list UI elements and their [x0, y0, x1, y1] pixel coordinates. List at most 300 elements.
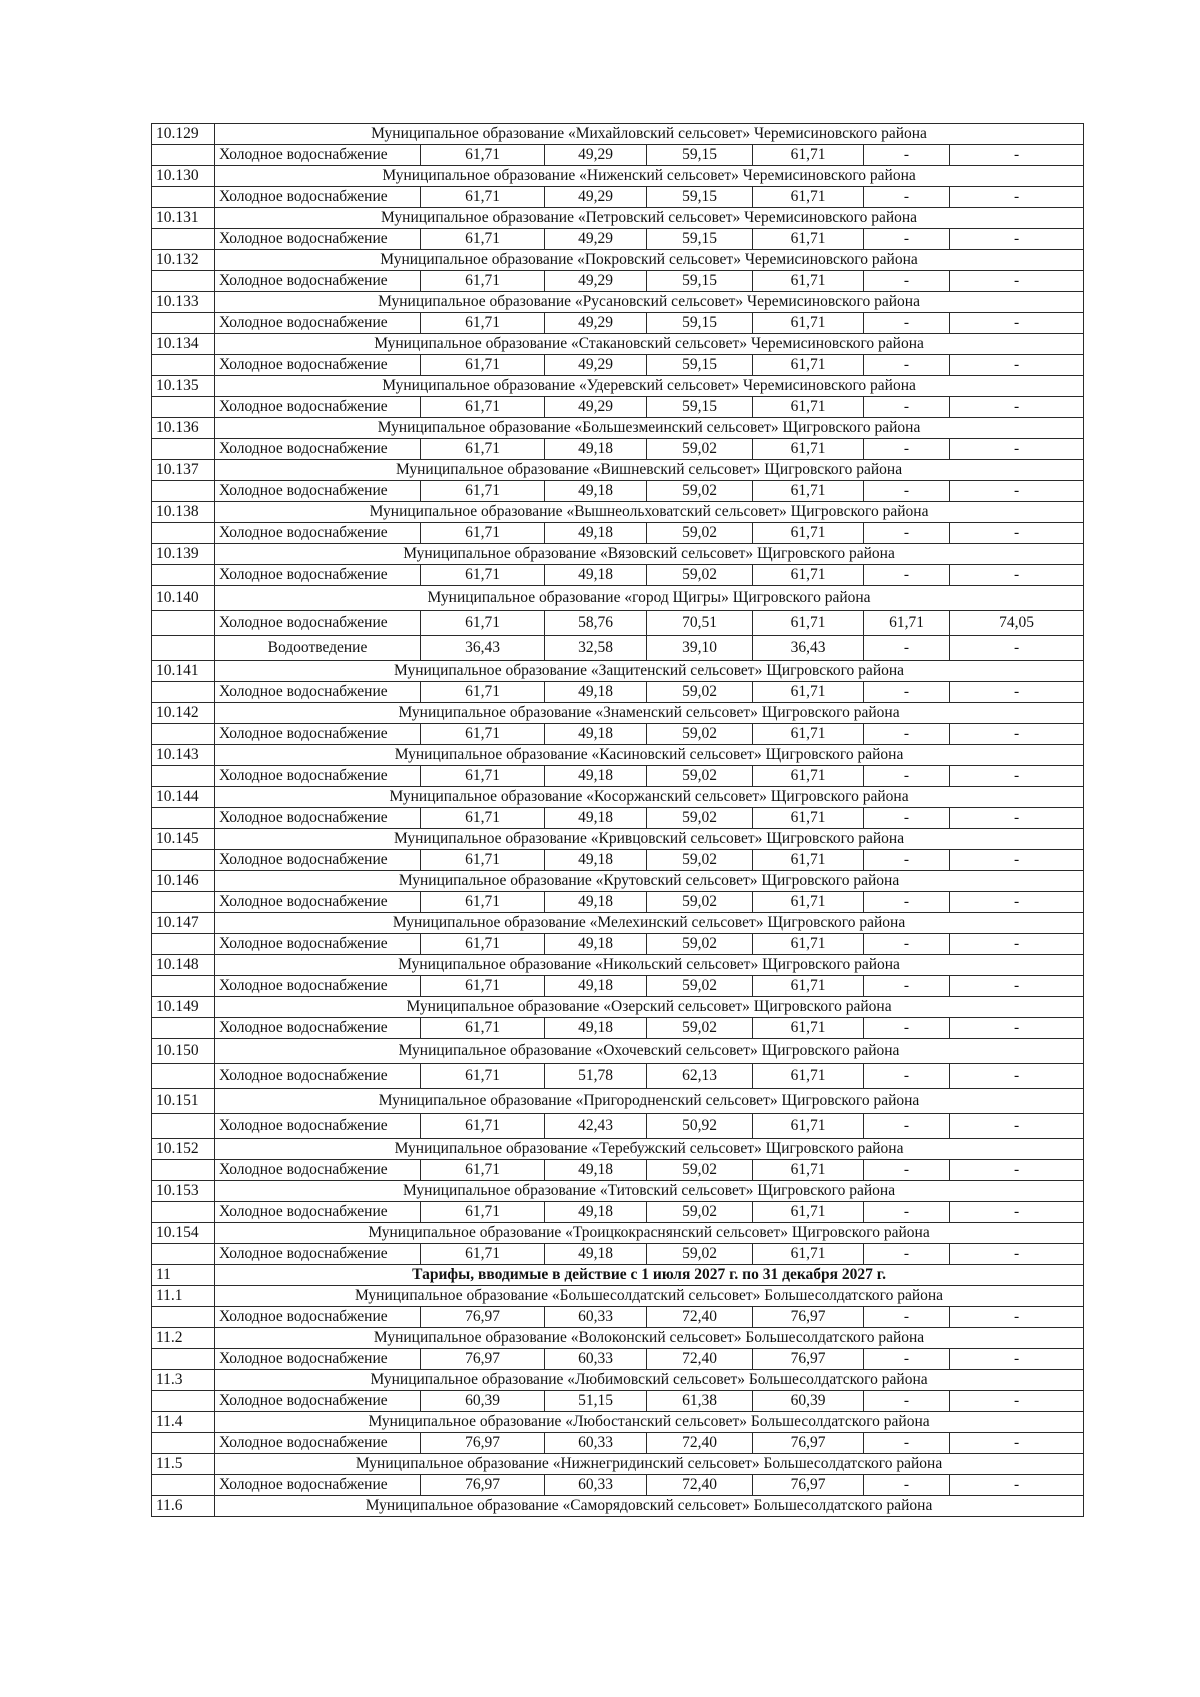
tariff-value: -	[950, 1433, 1084, 1454]
tariff-value: 72,40	[647, 1475, 753, 1496]
row-code: 10.133	[152, 292, 215, 313]
tariff-value: -	[950, 523, 1084, 544]
tariff-value: 61,71	[421, 523, 545, 544]
row-code: 10.149	[152, 997, 215, 1018]
tariff-value: -	[864, 1433, 950, 1454]
tariff-value: -	[950, 1391, 1084, 1412]
service-type: Холодное водоснабжение	[215, 1391, 421, 1412]
municipality-row	[152, 955, 1084, 976]
row-code: 10.146	[152, 871, 215, 892]
tariff-value: 59,02	[647, 724, 753, 745]
empty-code-cell	[152, 481, 215, 502]
municipality-row	[152, 502, 1084, 523]
municipality-name: Муниципальное образование «Любостанский сельсовет» Большесолдатского района	[215, 1412, 1084, 1433]
service-row	[152, 611, 1084, 636]
empty-code-cell	[152, 1307, 215, 1328]
tariff-value: -	[864, 1244, 950, 1265]
municipality-row	[152, 124, 1084, 145]
municipality-name: Муниципальное образование «Крутовский сельсовет» Щигровского района	[215, 871, 1084, 892]
tariff-value: -	[864, 229, 950, 250]
service-type: Холодное водоснабжение	[215, 682, 421, 703]
tariff-value: -	[950, 1307, 1084, 1328]
empty-code-cell	[152, 145, 215, 166]
municipality-name: Муниципальное образование «Троицкокраснянский сельсовет» Щигровского района	[215, 1223, 1084, 1244]
service-row	[152, 1202, 1084, 1223]
tariff-value: -	[950, 1244, 1084, 1265]
empty-code-cell	[152, 1160, 215, 1181]
tariff-value: 62,13	[647, 1064, 753, 1089]
row-code: 10.130	[152, 166, 215, 187]
tariff-value: 61,71	[753, 229, 864, 250]
row-code: 10.135	[152, 376, 215, 397]
row-code: 10.150	[152, 1039, 215, 1064]
tariff-value: 61,71	[421, 1244, 545, 1265]
municipality-name: Муниципальное образование «Вышнеольховатский сельсовет» Щигровского района	[215, 502, 1084, 523]
row-code: 10.139	[152, 544, 215, 565]
municipality-name: Муниципальное образование «Большесолдатский сельсовет» Большесолдатского района	[215, 1286, 1084, 1307]
tariff-value: -	[950, 1202, 1084, 1223]
tariff-value: -	[950, 724, 1084, 745]
empty-code-cell	[152, 1391, 215, 1412]
service-type: Холодное водоснабжение	[215, 187, 421, 208]
tariff-value: -	[864, 724, 950, 745]
tariff-value: 59,02	[647, 1202, 753, 1223]
service-type: Водоотведение	[215, 636, 421, 661]
tariff-value: 61,71	[421, 355, 545, 376]
tariff-value: -	[950, 187, 1084, 208]
tariff-value: -	[864, 1391, 950, 1412]
service-type: Холодное водоснабжение	[215, 976, 421, 997]
tariff-value: -	[864, 187, 950, 208]
tariff-value: 61,71	[421, 724, 545, 745]
tariff-value: -	[864, 976, 950, 997]
empty-code-cell	[152, 1475, 215, 1496]
service-row	[152, 355, 1084, 376]
tariff-value: 76,97	[753, 1307, 864, 1328]
row-code: 11.6	[152, 1496, 215, 1517]
tariff-value: 61,71	[421, 145, 545, 166]
tariff-value: 61,71	[753, 1018, 864, 1039]
row-code: 10.129	[152, 124, 215, 145]
service-row	[152, 808, 1084, 829]
tariff-value: 49,29	[545, 397, 647, 418]
tariff-value: -	[864, 313, 950, 334]
row-code: 11.2	[152, 1328, 215, 1349]
service-row	[152, 481, 1084, 502]
tariff-value: 72,40	[647, 1349, 753, 1370]
empty-code-cell	[152, 565, 215, 586]
service-row	[152, 892, 1084, 913]
tariff-value: 61,71	[421, 1202, 545, 1223]
tariff-value: -	[864, 481, 950, 502]
tariff-value: 61,71	[753, 850, 864, 871]
municipality-name: Муниципальное образование «Вишневский сельсовет» Щигровского района	[215, 460, 1084, 481]
tariff-value: -	[864, 271, 950, 292]
tariff-value: 59,15	[647, 271, 753, 292]
tariff-value: -	[950, 355, 1084, 376]
tariff-value: 61,71	[421, 313, 545, 334]
municipality-name: Муниципальное образование «Ниженский сельсовет» Черемисиновского района	[215, 166, 1084, 187]
tariff-value: -	[864, 523, 950, 544]
tariff-value: 61,71	[421, 766, 545, 787]
service-type: Холодное водоснабжение	[215, 611, 421, 636]
empty-code-cell	[152, 1018, 215, 1039]
tariff-value: 61,71	[421, 1018, 545, 1039]
municipality-row	[152, 292, 1084, 313]
tariff-value: -	[950, 636, 1084, 661]
service-row	[152, 1307, 1084, 1328]
tariff-value: 59,15	[647, 397, 753, 418]
tariff-value: -	[864, 766, 950, 787]
empty-code-cell	[152, 611, 215, 636]
tariff-value: 61,71	[421, 565, 545, 586]
tariff-value: 61,71	[421, 481, 545, 502]
row-code: 10.140	[152, 586, 215, 611]
service-type: Холодное водоснабжение	[215, 934, 421, 955]
empty-code-cell	[152, 976, 215, 997]
tariff-value: 61,71	[753, 271, 864, 292]
service-row	[152, 439, 1084, 460]
service-type: Холодное водоснабжение	[215, 439, 421, 460]
municipality-name: Муниципальное образование «Теребужский сельсовет» Щигровского района	[215, 1139, 1084, 1160]
service-row	[152, 766, 1084, 787]
tariff-value: 70,51	[647, 611, 753, 636]
tariff-value: 76,97	[421, 1349, 545, 1370]
tariff-value: -	[864, 1114, 950, 1139]
tariff-value: 49,29	[545, 313, 647, 334]
service-row	[152, 682, 1084, 703]
tariff-value: 49,29	[545, 229, 647, 250]
service-row	[152, 271, 1084, 292]
tariff-value: 60,39	[753, 1391, 864, 1412]
empty-code-cell	[152, 1433, 215, 1454]
tariff-value: 74,05	[950, 611, 1084, 636]
service-row	[152, 1433, 1084, 1454]
tariff-value: -	[950, 892, 1084, 913]
tariff-value: -	[864, 892, 950, 913]
tariff-value: 59,02	[647, 481, 753, 502]
tariff-value: 59,15	[647, 145, 753, 166]
tariff-value: 49,29	[545, 271, 647, 292]
service-type: Холодное водоснабжение	[215, 313, 421, 334]
empty-code-cell	[152, 313, 215, 334]
tariff-value: 61,71	[753, 766, 864, 787]
tariff-value: -	[950, 271, 1084, 292]
service-row	[152, 313, 1084, 334]
tariff-value: -	[950, 1018, 1084, 1039]
tariff-value: 72,40	[647, 1433, 753, 1454]
tariff-value: 61,71	[421, 1064, 545, 1089]
service-type: Холодное водоснабжение	[215, 766, 421, 787]
municipality-name: Муниципальное образование «Охочевский сельсовет» Щигровского района	[215, 1039, 1084, 1064]
tariff-value: 61,71	[753, 1064, 864, 1089]
tariff-value: 61,71	[421, 397, 545, 418]
service-row	[152, 934, 1084, 955]
service-row	[152, 1160, 1084, 1181]
municipality-row	[152, 250, 1084, 271]
tariff-value: 61,71	[753, 808, 864, 829]
row-code: 10.131	[152, 208, 215, 229]
service-row	[152, 1244, 1084, 1265]
service-row	[152, 229, 1084, 250]
municipality-name: Муниципальное образование «Нижнегридинский сельсовет» Большесолдатского района	[215, 1454, 1084, 1475]
tariff-value: 61,71	[421, 934, 545, 955]
tariff-value: 49,18	[545, 1018, 647, 1039]
municipality-row	[152, 871, 1084, 892]
service-row	[152, 1475, 1084, 1496]
tariff-value: -	[864, 565, 950, 586]
tariff-value: -	[950, 976, 1084, 997]
service-type: Холодное водоснабжение	[215, 229, 421, 250]
tariff-value: 61,71	[753, 355, 864, 376]
row-code: 10.145	[152, 829, 215, 850]
municipality-row	[152, 829, 1084, 850]
empty-code-cell	[152, 1114, 215, 1139]
empty-code-cell	[152, 724, 215, 745]
tariff-value: 59,02	[647, 439, 753, 460]
tariff-value: 61,71	[753, 934, 864, 955]
tariff-value: 49,29	[545, 355, 647, 376]
municipality-row	[152, 1496, 1084, 1517]
row-code: 10.143	[152, 745, 215, 766]
municipality-name: Муниципальное образование «Саморядовский сельсовет» Большесолдатского района	[215, 1496, 1084, 1517]
empty-code-cell	[152, 808, 215, 829]
row-code: 10.137	[152, 460, 215, 481]
municipality-name: Муниципальное образование «Пригородненский сельсовет» Щигровского района	[215, 1089, 1084, 1114]
service-type: Холодное водоснабжение	[215, 1349, 421, 1370]
municipality-name: Муниципальное образование «Большезмеинский сельсовет» Щигровского района	[215, 418, 1084, 439]
service-type: Холодное водоснабжение	[215, 565, 421, 586]
empty-code-cell	[152, 1349, 215, 1370]
tariff-value: 60,33	[545, 1307, 647, 1328]
municipality-row	[152, 787, 1084, 808]
municipality-row	[152, 997, 1084, 1018]
row-code: 10.138	[152, 502, 215, 523]
tariff-value: 59,15	[647, 313, 753, 334]
tariff-value: -	[950, 439, 1084, 460]
tariff-value: 61,71	[753, 439, 864, 460]
tariff-value: -	[864, 808, 950, 829]
tariff-value: 49,18	[545, 565, 647, 586]
municipality-row	[152, 1370, 1084, 1391]
row-code: 11	[152, 1265, 215, 1286]
tariff-value: 61,71	[421, 229, 545, 250]
service-row	[152, 565, 1084, 586]
tariff-value: 61,71	[753, 1160, 864, 1181]
row-code: 11.1	[152, 1286, 215, 1307]
municipality-row	[152, 661, 1084, 682]
row-code: 10.141	[152, 661, 215, 682]
row-code: 10.132	[152, 250, 215, 271]
municipality-name: Муниципальное образование «Косоржанский сельсовет» Щигровского района	[215, 787, 1084, 808]
tariff-value: 49,18	[545, 892, 647, 913]
empty-code-cell	[152, 636, 215, 661]
tariff-value: 42,43	[545, 1114, 647, 1139]
tariff-value: 61,71	[421, 892, 545, 913]
municipality-row	[152, 1286, 1084, 1307]
tariff-value: 49,29	[545, 145, 647, 166]
row-code: 10.142	[152, 703, 215, 724]
municipality-row	[152, 208, 1084, 229]
tariff-value: 36,43	[753, 636, 864, 661]
empty-code-cell	[152, 523, 215, 544]
tariff-value: -	[950, 1160, 1084, 1181]
tariff-value: 76,97	[753, 1349, 864, 1370]
tariff-value: 61,71	[753, 724, 864, 745]
tariff-value: -	[950, 565, 1084, 586]
tariff-value: 59,02	[647, 682, 753, 703]
tariff-value: 61,71	[421, 808, 545, 829]
empty-code-cell	[152, 850, 215, 871]
row-code: 10.144	[152, 787, 215, 808]
municipality-row	[152, 913, 1084, 934]
tariff-value: 49,18	[545, 523, 647, 544]
empty-code-cell	[152, 229, 215, 250]
row-code: 10.154	[152, 1223, 215, 1244]
tariff-value: 61,71	[421, 271, 545, 292]
municipality-row	[152, 1223, 1084, 1244]
municipality-row	[152, 544, 1084, 565]
tariff-value: -	[864, 439, 950, 460]
tariff-value: -	[864, 682, 950, 703]
tariff-value: 49,18	[545, 1244, 647, 1265]
tariff-value: 59,15	[647, 187, 753, 208]
municipality-row	[152, 1089, 1084, 1114]
tariff-value: 51,15	[545, 1391, 647, 1412]
service-type: Холодное водоснабжение	[215, 724, 421, 745]
tariff-value: 61,71	[753, 976, 864, 997]
municipality-row	[152, 460, 1084, 481]
empty-code-cell	[152, 766, 215, 787]
tariff-value: 59,02	[647, 565, 753, 586]
tariff-value: 61,71	[753, 611, 864, 636]
municipality-name: Муниципальное образование «Титовский сельсовет» Щигровского района	[215, 1181, 1084, 1202]
municipality-row	[152, 1039, 1084, 1064]
tariff-value: -	[864, 397, 950, 418]
tariff-value: 36,43	[421, 636, 545, 661]
municipality-name: Муниципальное образование «Мелехинский сельсовет» Щигровского района	[215, 913, 1084, 934]
municipality-name: Муниципальное образование «Знаменский сельсовет» Щигровского района	[215, 703, 1084, 724]
municipality-name: Муниципальное образование «Озерский сельсовет» Щигровского района	[215, 997, 1084, 1018]
service-type: Холодное водоснабжение	[215, 892, 421, 913]
municipality-row	[152, 586, 1084, 611]
service-type: Холодное водоснабжение	[215, 355, 421, 376]
tariff-value: 49,29	[545, 187, 647, 208]
tariff-value: 59,02	[647, 766, 753, 787]
tariff-value: 61,71	[421, 611, 545, 636]
tariff-value: -	[864, 1307, 950, 1328]
tariff-value: 39,10	[647, 636, 753, 661]
tariff-value: 61,71	[421, 187, 545, 208]
tariff-value: 61,71	[753, 145, 864, 166]
empty-code-cell	[152, 892, 215, 913]
tariff-value: 61,71	[753, 565, 864, 586]
tariff-value: -	[950, 934, 1084, 955]
tariff-value: 51,78	[545, 1064, 647, 1089]
empty-code-cell	[152, 1202, 215, 1223]
tariff-value: 61,71	[421, 976, 545, 997]
tariff-value: 49,18	[545, 808, 647, 829]
service-row	[152, 1391, 1084, 1412]
tariff-value: 49,18	[545, 724, 647, 745]
municipality-name: Муниципальное образование «Стакановский сельсовет» Черемисиновского района	[215, 334, 1084, 355]
empty-code-cell	[152, 934, 215, 955]
service-type: Холодное водоснабжение	[215, 1160, 421, 1181]
tariff-value: 59,02	[647, 892, 753, 913]
tariff-value: -	[864, 355, 950, 376]
municipality-name: Муниципальное образование «Волоконский сельсовет» Большесолдатского района	[215, 1328, 1084, 1349]
municipality-row	[152, 166, 1084, 187]
tariff-value: -	[864, 1160, 950, 1181]
tariff-value: -	[950, 481, 1084, 502]
tariff-value: 59,02	[647, 934, 753, 955]
tariff-value: -	[950, 1349, 1084, 1370]
row-code: 10.152	[152, 1139, 215, 1160]
tariff-value: 60,33	[545, 1475, 647, 1496]
empty-code-cell	[152, 271, 215, 292]
tariff-value: 59,15	[647, 229, 753, 250]
municipality-row	[152, 745, 1084, 766]
municipality-name: Муниципальное образование «Удеревский сельсовет» Черемисиновского района	[215, 376, 1084, 397]
service-type: Холодное водоснабжение	[215, 145, 421, 166]
tariff-value: 76,97	[753, 1433, 864, 1454]
tariff-value: -	[950, 229, 1084, 250]
tariff-value: 60,39	[421, 1391, 545, 1412]
tariff-value: -	[864, 636, 950, 661]
service-row	[152, 145, 1084, 166]
row-code: 10.147	[152, 913, 215, 934]
row-code: 10.151	[152, 1089, 215, 1114]
municipality-row	[152, 376, 1084, 397]
municipality-name: Муниципальное образование «Вязовский сельсовет» Щигровского района	[215, 544, 1084, 565]
tariff-value: 60,33	[545, 1349, 647, 1370]
tariff-value: 76,97	[753, 1475, 864, 1496]
service-type: Холодное водоснабжение	[215, 1202, 421, 1223]
tariff-value: -	[950, 682, 1084, 703]
tariff-value: 49,18	[545, 766, 647, 787]
tariff-value: 59,02	[647, 523, 753, 544]
tariff-value: 61,71	[864, 611, 950, 636]
tariff-value: 61,71	[753, 892, 864, 913]
tariff-value: 61,38	[647, 1391, 753, 1412]
tariff-value: 61,71	[421, 850, 545, 871]
tariff-value: -	[950, 766, 1084, 787]
service-row	[152, 850, 1084, 871]
row-code: 10.134	[152, 334, 215, 355]
service-row	[152, 724, 1084, 745]
service-type: Холодное водоснабжение	[215, 481, 421, 502]
tariff-value: 59,02	[647, 1160, 753, 1181]
municipality-name: Муниципальное образование «Покровский сельсовет» Черемисиновского района	[215, 250, 1084, 271]
municipality-name: Муниципальное образование «Кривцовский сельсовет» Щигровского района	[215, 829, 1084, 850]
tariff-value: 59,02	[647, 808, 753, 829]
tariff-value: -	[950, 1064, 1084, 1089]
service-type: Холодное водоснабжение	[215, 1307, 421, 1328]
row-code: 11.3	[152, 1370, 215, 1391]
tariff-value: 61,71	[753, 187, 864, 208]
service-row	[152, 187, 1084, 208]
service-row	[152, 1018, 1084, 1039]
tariff-value: 50,92	[647, 1114, 753, 1139]
service-type: Холодное водоснабжение	[215, 271, 421, 292]
service-row	[152, 523, 1084, 544]
section-row	[152, 1265, 1084, 1286]
service-type: Холодное водоснабжение	[215, 1475, 421, 1496]
tariff-value: 76,97	[421, 1433, 545, 1454]
tariff-value: -	[864, 1202, 950, 1223]
service-row	[152, 636, 1084, 661]
row-code: 11.5	[152, 1454, 215, 1475]
